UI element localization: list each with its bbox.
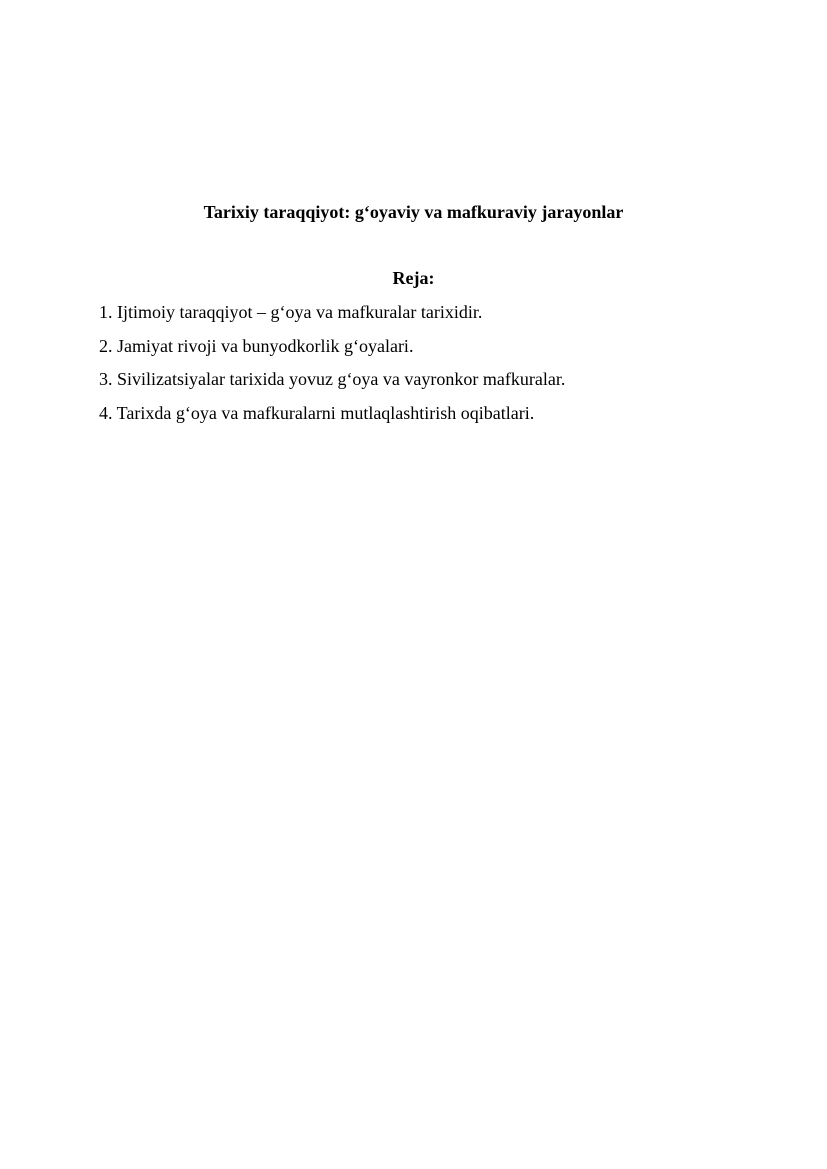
plan-item-4: 4. Tarixda g‘oya va mafkuralarni mutlaqlashtirish oqibatlari.	[99, 402, 535, 423]
plan-item-2: 2. Jamiyat rivoji va bunyodkorlik g‘oyalari.	[99, 335, 414, 356]
document-title: Tarixiy taraqqiyot: g‘oyaviy va mafkuraviy jarayonlar	[203, 202, 624, 222]
plan-heading: Reja:	[392, 268, 435, 288]
plan-list	[99, 300, 779, 434]
plan-item-3: 3. Sivilizatsiyalar tarixida yovuz g‘oya va vayronkor mafkuralar.	[99, 369, 566, 389]
plan-item-1: 1. Ijtimoiy taraqqiyot – g‘oya va mafkuralar tarixidir.	[99, 302, 483, 322]
